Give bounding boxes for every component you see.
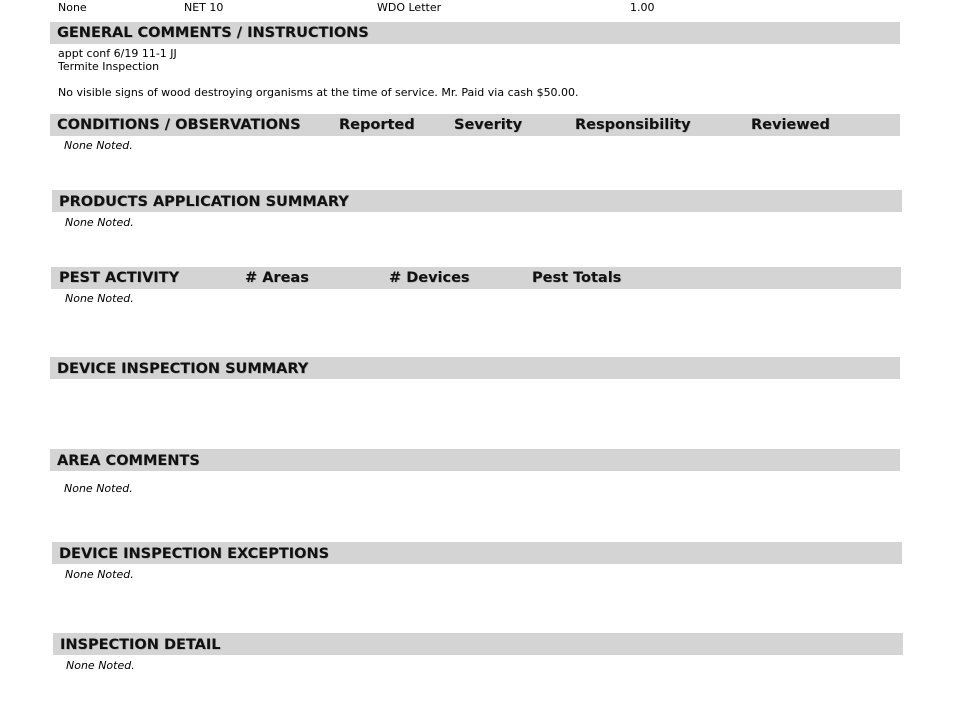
top-row-quantity: 1.00 [630,1,655,14]
conditions-col-reported: Reported [339,117,415,133]
device-inspection-summary-title: DEVICE INSPECTION SUMMARY [57,361,309,377]
inspection-detail-title: INSPECTION DETAIL [60,637,221,653]
inspection-detail-empty-text: None Noted. [66,659,135,672]
conditions-title: CONDITIONS / OBSERVATIONS [57,117,301,133]
general-comments-line-1: appt conf 6/19 11-1 JJ [58,47,177,60]
top-row-wdo-letter: WDO Letter [377,1,442,14]
pest-activity-title: PEST ACTIVITY [59,270,180,286]
top-row-terms-none: None [58,1,87,14]
conditions-col-reviewed: Reviewed [751,117,830,133]
conditions-empty-text: None Noted. [64,139,133,152]
general-comments-line-2: Termite Inspection [58,60,160,73]
device-inspection-exceptions-title: DEVICE INSPECTION EXCEPTIONS [59,546,330,562]
top-row-net-terms: NET 10 [184,1,224,14]
general-comments-title: GENERAL COMMENTS / INSTRUCTIONS [57,25,369,41]
products-empty-text: None Noted. [65,216,134,229]
pest-activity-col-pest-totals: Pest Totals [532,270,622,286]
products-title: PRODUCTS APPLICATION SUMMARY [59,194,349,210]
pest-activity-col-devices: # Devices [389,270,470,286]
conditions-col-severity: Severity [454,117,523,133]
area-comments-empty-text: None Noted. [64,482,133,495]
general-comments-line-3: No visible signs of wood destroying organisms at the time of service. Mr. Paid via cash $50.00. [58,86,579,99]
area-comments-title: AREA COMMENTS [57,453,200,469]
device-inspection-exceptions-empty-text: None Noted. [65,568,134,581]
conditions-col-responsibility: Responsibility [575,117,691,133]
pest-activity-empty-text: None Noted. [65,292,134,305]
pest-activity-col-areas: # Areas [245,270,309,286]
